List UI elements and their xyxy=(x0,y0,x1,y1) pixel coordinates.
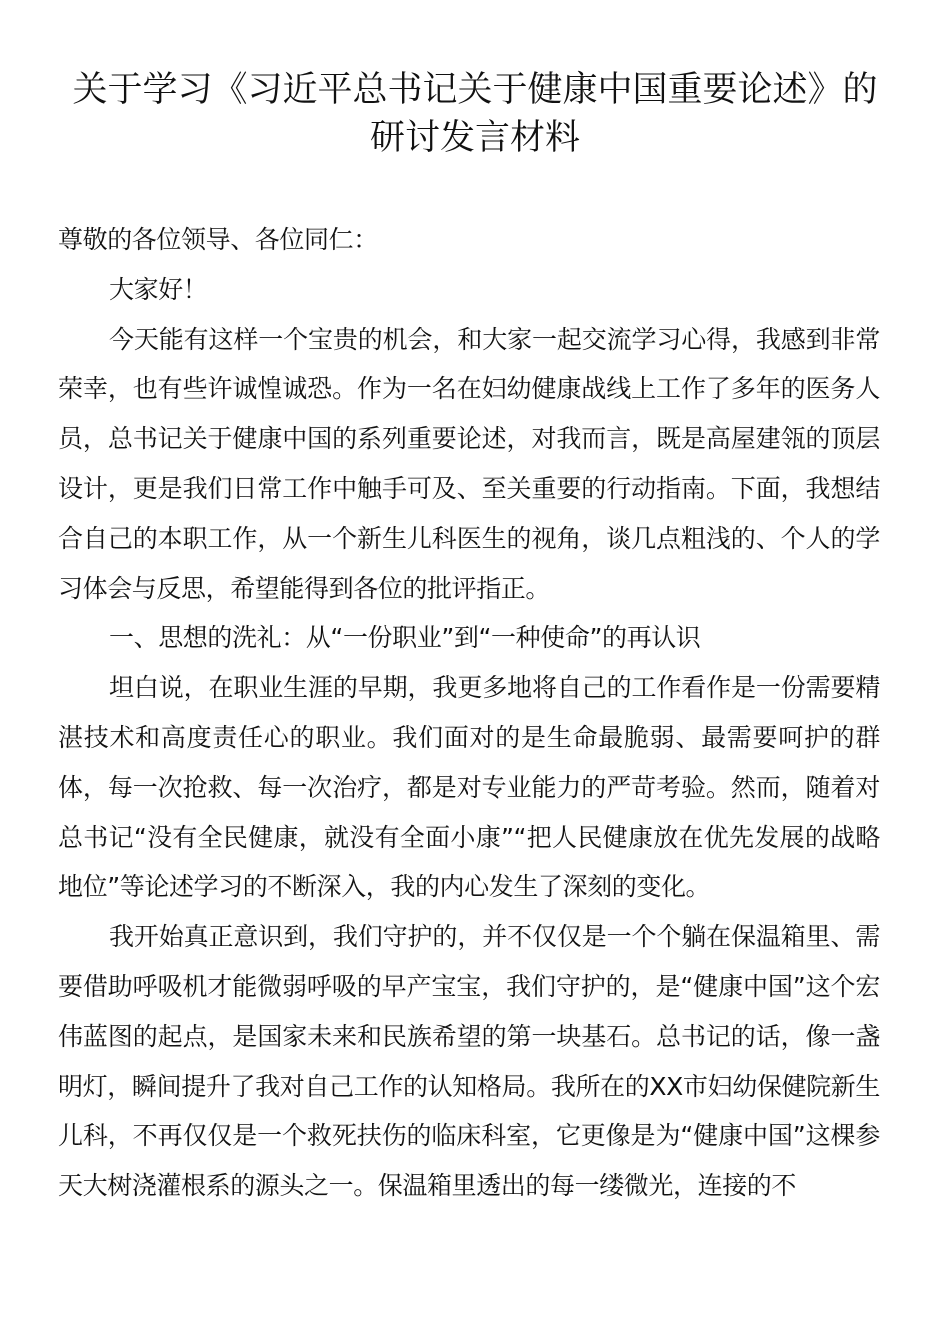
document-body xyxy=(58,215,880,1211)
document-title-line-2: 研讨发言材料 xyxy=(369,118,580,158)
paragraph-realization: 我开始真正意识到，我们守护的，并不仅仅是一个个躺在保温箱里、需要借助呼吸机才能微弱呼吸的早产宝宝，我们守护的，是“健康中国”这个宏伟蓝图的起点，是国家未来和民族希望的第一块基石。总书记的话，像一盏明灯，瞬间提升了我对自己工作的认知格局。我所在的XX市妇幼保健院新生儿科，不再仅仅是一个救死扶伤的临床科室，它更像是为“健康中国”这棵参天大树浇灌根系的源头之一。保温箱里透出的每一缕微光，连接的不 xyxy=(58,922,880,1201)
paragraph-career: 坦白说，在职业生涯的早期，我更多地将自己的工作看作是一份需要精湛技术和高度责任心的职业。我们面对的是生命最脆弱、最需要呵护的群体，每一次抢救、每一次治疗，都是对专业能力的严苛考验。然而，随着对总书记“没有全民健康，就没有全面小康”“把人民健康放在优先发展的战略地位”等论述学习的不断深入，我的内心发生了深刻的变化。 xyxy=(58,673,880,902)
section-heading-1: 一、思想的洗礼：从“一份职业”到“一种使命”的再认识 xyxy=(109,623,701,653)
paragraph-intro: 今天能有这样一个宝贵的机会，和大家一起交流学习心得，我感到非常荣幸，也有些许诚惶诚恐。作为一名在妇幼健康战线上工作了多年的医务人员，总书记关于健康中国的系列重要论述，对我而言，既是高屋建瓴的顶层设计，更是我们日常工作中触手可及、至关重要的行动指南。下面，我想结合自己的本职工作，从一个新生儿科医生的视角，谈几点粗浅的、个人的学习体会与反思，希望能得到各位的批评指正。 xyxy=(58,324,880,603)
document-title-line-1: 关于学习《习近平总书记关于健康中国重要论述》的 xyxy=(72,70,878,110)
greeting: 大家好！ xyxy=(109,274,208,304)
salutation: 尊敬的各位领导、各位同仁： xyxy=(58,225,378,254)
